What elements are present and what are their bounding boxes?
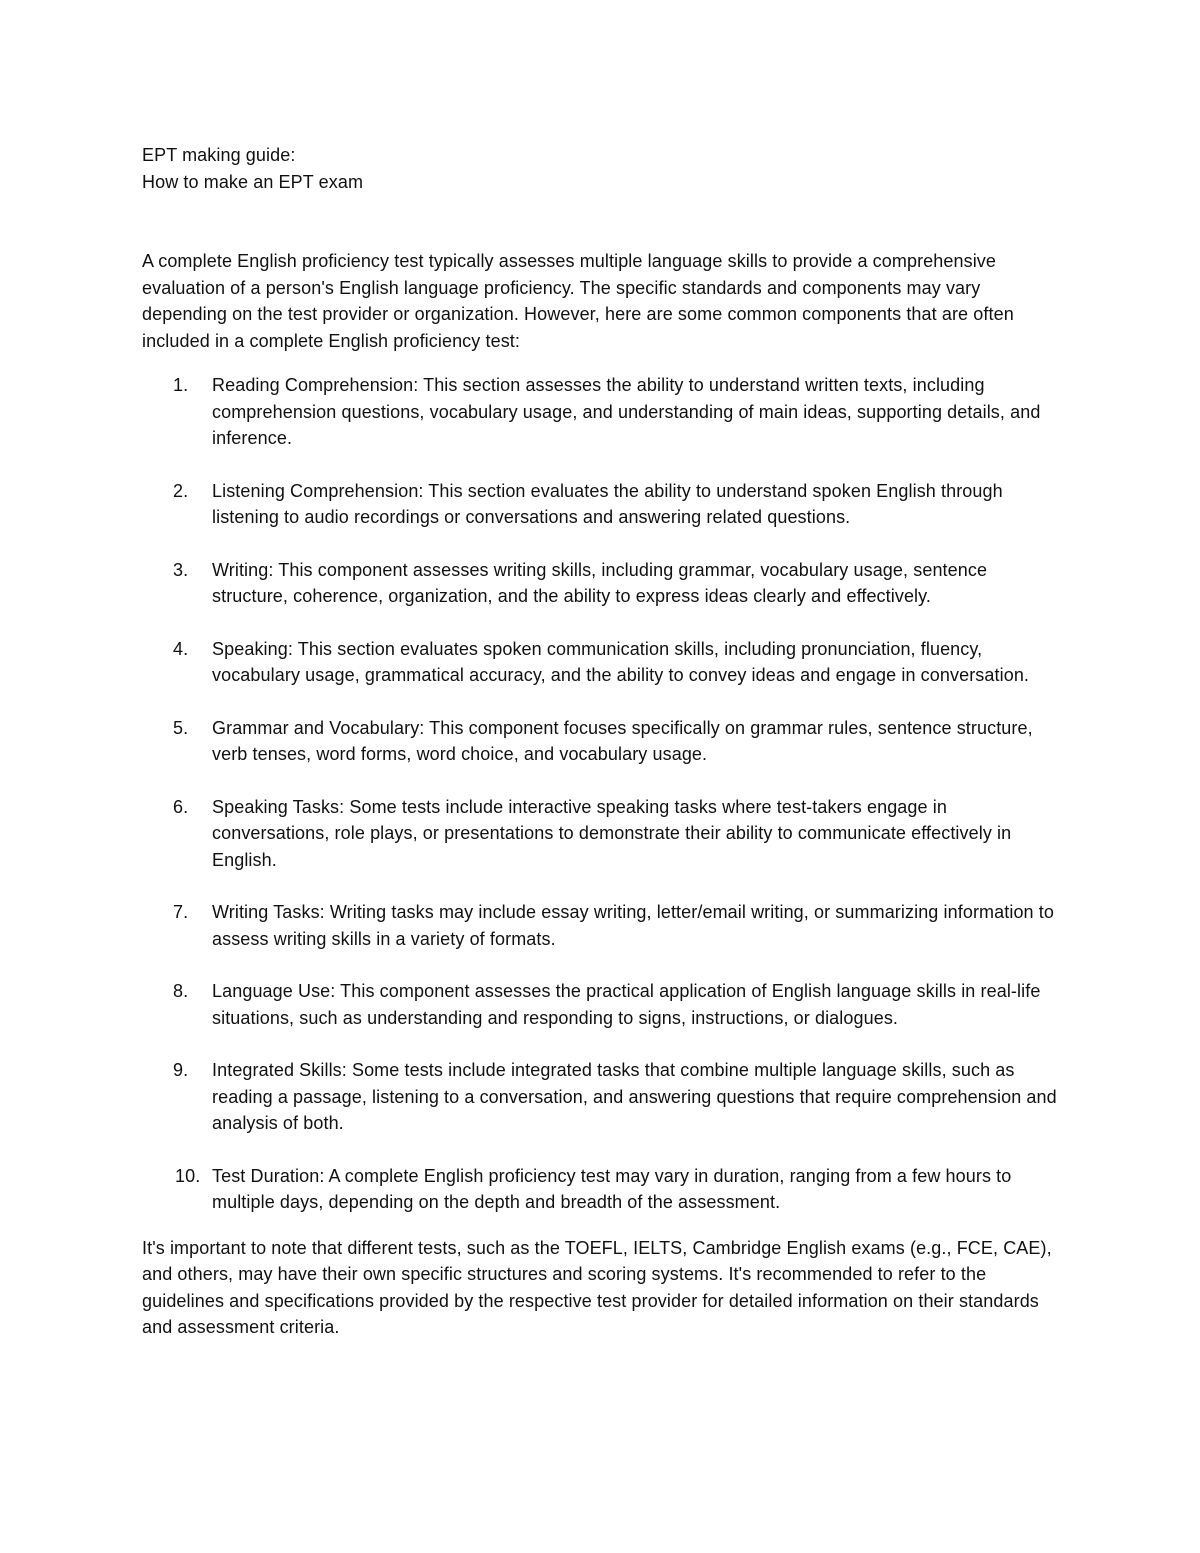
document-title-line-1: EPT making guide: xyxy=(142,145,296,165)
title-spacer xyxy=(142,195,1062,248)
list-number: 5. xyxy=(173,717,189,738)
closing-paragraph: It's important to note that different tests, such as the TOEFL, IELTS, Cambridge English exams (e.g., FCE, CAE), and others, may have their own specific structures and scoring systems. It's recommended to refer to the guidelines and specifications provided by the respective test provider for detailed information on their standards and assessment criteria. xyxy=(142,1237,1052,1337)
list-number: 10. xyxy=(175,1165,201,1186)
list-item-text: Listening Comprehension: This section evaluates the ability to understand spoken English through listening to audio recordings or conversations and answering related questions. xyxy=(212,480,1003,527)
list-number: 7. xyxy=(173,902,189,922)
list-item xyxy=(142,899,1062,952)
list-number: 8. xyxy=(173,981,189,1001)
list-item xyxy=(142,978,1062,1031)
list-item xyxy=(142,636,1062,689)
list-item-text: Integrated Skills: Some tests include integrated tasks that combine multiple language skills, such as reading a passage, listening to a conversation, and answering questions that require comprehension and analysis of both. xyxy=(212,1060,1057,1133)
list-item xyxy=(142,1057,1062,1137)
list-number: 2. xyxy=(173,480,189,501)
list-item xyxy=(142,715,1062,768)
list-item xyxy=(142,794,1062,874)
list-item-text: Test Duration: A complete English proficiency test may vary in duration, ranging from a few hours to multiple days, depending on the depth and breadth of the assessment. xyxy=(212,1165,1012,1212)
list-item xyxy=(142,478,1062,531)
list-item-text: Writing Tasks: Writing tasks may include essay writing, letter/email writing, or summarizing information to assess writing skills in a variety of formats. xyxy=(212,902,1054,949)
list-number: 1. xyxy=(173,375,189,395)
list-number: 6. xyxy=(173,796,189,817)
list-item-text: Speaking Tasks: Some tests include interactive speaking tasks where test-takers engage in conversations, role plays, or presentations to demonstrate their ability to communicate effectively in English. xyxy=(212,796,1012,870)
list-number: 3. xyxy=(173,559,189,580)
list-item xyxy=(142,1163,1062,1216)
list-item xyxy=(142,557,1062,610)
document-body xyxy=(142,142,1062,1341)
list-item-text: Writing: This component assesses writing skills, including grammar, vocabulary usage, sentence structure, coherence, organization, and the ability to express ideas clearly and effectively. xyxy=(212,559,988,606)
list-item-text: Reading Comprehension: This section assesses the ability to understand written texts, including comprehension questions, vocabulary usage, and understanding of main ideas, supporting details, and inference. xyxy=(212,375,1041,448)
components-list xyxy=(142,372,1062,1216)
list-item-text: Language Use: This component assesses the practical application of English language skills in real-life situations, such as understanding and responding to signs, instructions, or dialogues. xyxy=(212,981,1041,1028)
list-number: 9. xyxy=(173,1060,189,1080)
list-number: 4. xyxy=(173,638,189,659)
document-title-line-2: How to make an EPT exam xyxy=(142,171,364,192)
list-item-text: Speaking: This section evaluates spoken communication skills, including pronunciation, fluency, vocabulary usage, grammatical accuracy, and the ability to convey ideas and engage in conversation. xyxy=(212,638,1030,685)
list-item-text: Grammar and Vocabulary: This component focuses specifically on grammar rules, sentence structure, verb tenses, word forms, word choice, and vocabulary usage. xyxy=(212,717,1033,764)
list-item xyxy=(142,372,1062,452)
intro-paragraph: A complete English proficiency test typically assesses multiple language skills to provide a comprehensive evaluation of a person's English language proficiency. The specific standards and components may vary depending on the test provider or organization. However, here are some common components that are often included in a complete English proficiency test: xyxy=(142,251,1014,351)
